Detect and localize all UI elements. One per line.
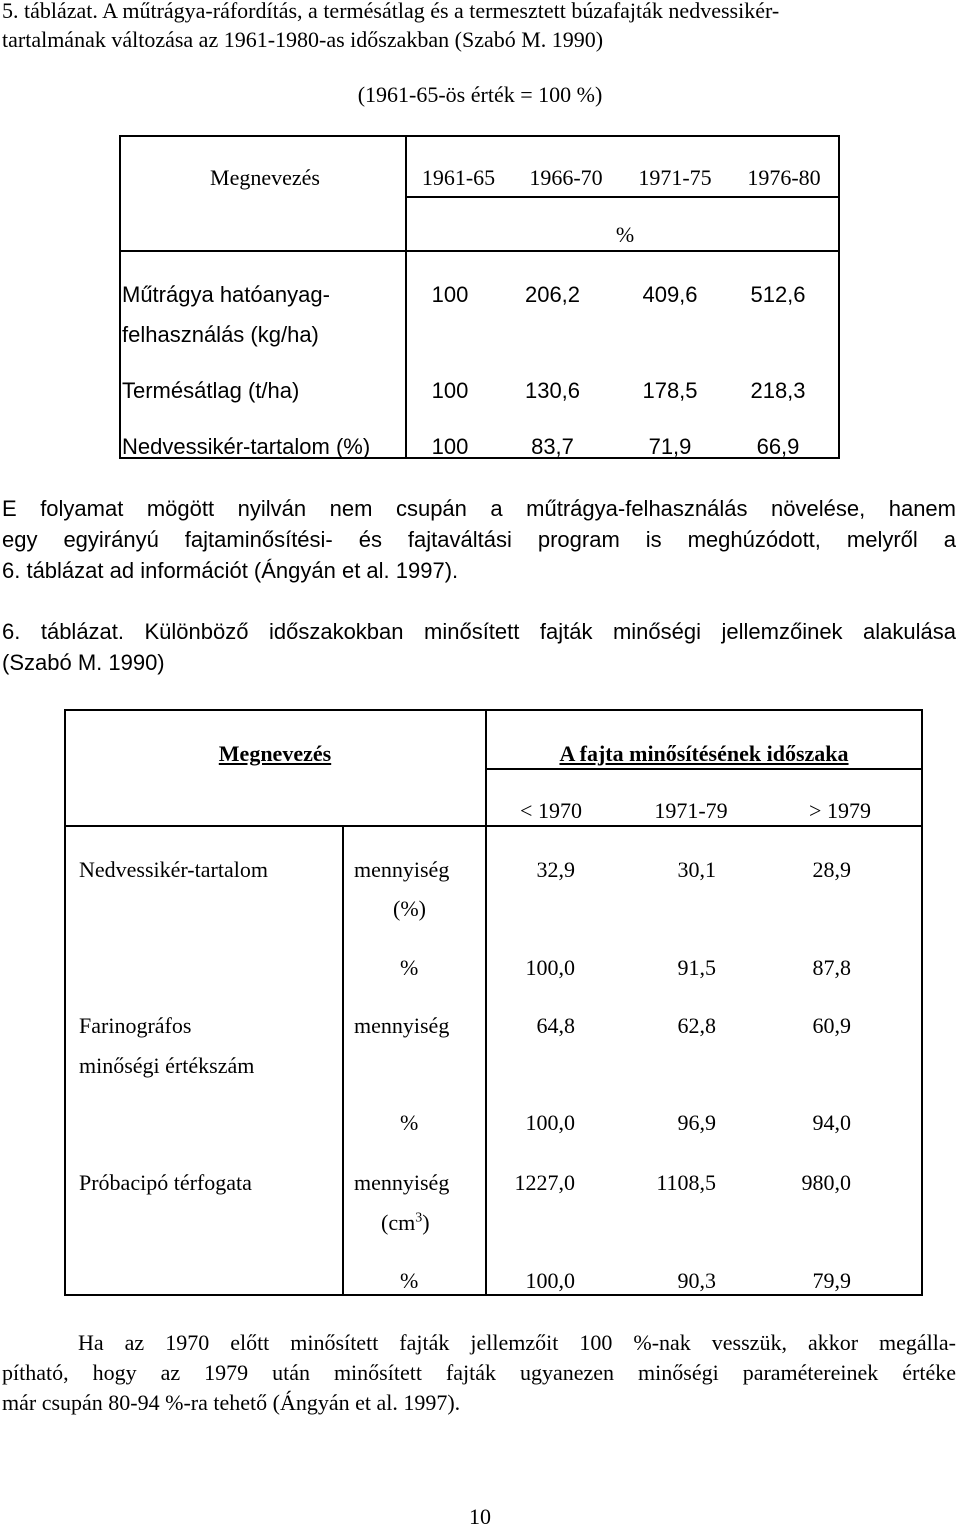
table6-unit: (%) (393, 896, 426, 921)
table6-row-label: minőségi értékszám (79, 1053, 255, 1078)
table6-cell: 32,9 (536, 857, 575, 882)
table5-cell: 71,9 (648, 434, 692, 459)
table6-unit: mennyiség (354, 857, 450, 882)
table5-divider (405, 196, 840, 198)
table6-cell: 100,0 (525, 1110, 575, 1135)
table6-cell: 30,1 (677, 857, 716, 882)
table6-cell: 28,9 (812, 857, 851, 882)
table6-cell: 64,8 (536, 1013, 575, 1038)
table6-cell: 87,8 (812, 955, 851, 980)
table5-period: 1961-65 (421, 165, 496, 190)
table6-pct-label: % (400, 1110, 419, 1135)
table5-period: 1966-70 (529, 165, 603, 190)
table5-cell: 218,3 (750, 378, 806, 403)
table6-divider (342, 825, 344, 1296)
table6-cell: 79,9 (812, 1268, 851, 1293)
table5-cell: 178,5 (642, 378, 698, 403)
table6-unit: mennyiség (354, 1170, 450, 1195)
table6-cell: 980,0 (801, 1170, 851, 1195)
table6-header-label: Megnevezés (218, 741, 332, 766)
table6-header-period: A fajta minősítésének időszaka (559, 741, 849, 766)
table5-divider (119, 250, 840, 252)
table6-row-label: Farinográfos (79, 1013, 192, 1038)
table5-cell: 83,7 (531, 434, 574, 459)
table5-period: 1976-80 (747, 165, 821, 190)
table6-cell: 94,0 (812, 1110, 851, 1135)
table6-cell: 1227,0 (514, 1170, 575, 1195)
paragraph-line: már csupán 80-94 %-ra tehető (Ángyán et al. 1997). (2, 1390, 461, 1415)
paragraph-line: egy egyirányú fajtaminősítési- és fajtaváltási program is meghúzódott, melyről a (2, 527, 956, 552)
table5-cell: 100 (431, 282, 469, 307)
table6-row-label: Próbacipó térfogata (79, 1170, 252, 1195)
table6-unit-text: ) (422, 1210, 430, 1235)
table6-pct-label: % (400, 1268, 419, 1293)
table5-cell: 100 (431, 434, 469, 459)
table6-cell: 96,9 (677, 1110, 716, 1135)
table6-period: 1971-79 (654, 798, 728, 823)
table6-unit-volume (381, 1210, 430, 1236)
table6-caption-line1: 6. táblázat. Különböző időszakokban minősített fajták minőségi jellemzőinek alakulása (2, 619, 956, 644)
table6-cell: 91,5 (677, 955, 716, 980)
table6-caption-line2: (Szabó M. 1990) (2, 650, 165, 675)
table5-cell: 206,2 (524, 282, 581, 307)
table5-cell: 66,9 (756, 434, 800, 459)
paragraph-line: pítható, hogy az 1979 után minősített fajták ugyanezen minőségi paramétereinek értéke (2, 1360, 956, 1385)
table5-cell: 409,6 (642, 282, 698, 307)
table5-caption-line2: tartalmának változása az 1961-1980-as időszakban (Szabó M. 1990) (2, 27, 604, 52)
table5-row-label: Nedvessikér-tartalom (%) (122, 434, 371, 459)
table6-divider (64, 825, 923, 827)
table6-unit-superscript: 3 (415, 1210, 423, 1226)
table6-period: < 1970 (520, 798, 582, 823)
table5-unit: % (615, 222, 635, 247)
table6-cell: 100,0 (525, 1268, 575, 1293)
table6-pct-label: % (400, 955, 419, 980)
table6-divider (485, 709, 487, 825)
paragraph-line: Ha az 1970 előtt minősített fajták jellemzőit 100 %-nak vesszük, akkor megálla- (78, 1330, 956, 1355)
table5-base-note: (1961-65-ös érték = 100 %) (357, 82, 603, 107)
table5-row-label: Műtrágya hatóanyag- (122, 282, 330, 307)
table6-cell: 1108,5 (656, 1170, 716, 1195)
table6-cell: 62,8 (677, 1013, 716, 1038)
table6-divider (485, 825, 487, 1296)
table6-unit: mennyiség (354, 1013, 450, 1038)
table5-row-label: felhasználás (kg/ha) (122, 322, 319, 347)
table6-row-label: Nedvessikér-tartalom (79, 857, 268, 882)
table6-divider (485, 768, 923, 770)
table5-period: 1971-75 (638, 165, 712, 190)
table5-divider (405, 135, 407, 250)
table6-cell: 100,0 (525, 955, 575, 980)
table5-caption-line1: 5. táblázat. A műtrágya-ráfordítás, a termésátlag és a termesztett búzafajták nedvessikér- (2, 0, 780, 23)
table5-cell: 512,6 (750, 282, 806, 307)
table6-period: > 1979 (809, 798, 871, 823)
table6-cell: 90,3 (677, 1268, 716, 1293)
table5-header-label: Megnevezés (210, 165, 320, 190)
table5-row-label: Termésátlag (t/ha) (122, 378, 300, 403)
table5-cell: 100 (431, 378, 469, 403)
table6-unit-text: (cm (381, 1210, 416, 1235)
table6-cell: 60,9 (812, 1013, 851, 1038)
paragraph-line: E folyamat mögött nyilván nem csupán a műtrágya-felhasználás növelése, hanem (2, 496, 956, 521)
page-number: 10 (469, 1504, 491, 1529)
table5-cell: 130,6 (524, 378, 581, 403)
paragraph-line: 6. táblázat ad információt (Ángyán et al. 1997). (2, 558, 459, 583)
